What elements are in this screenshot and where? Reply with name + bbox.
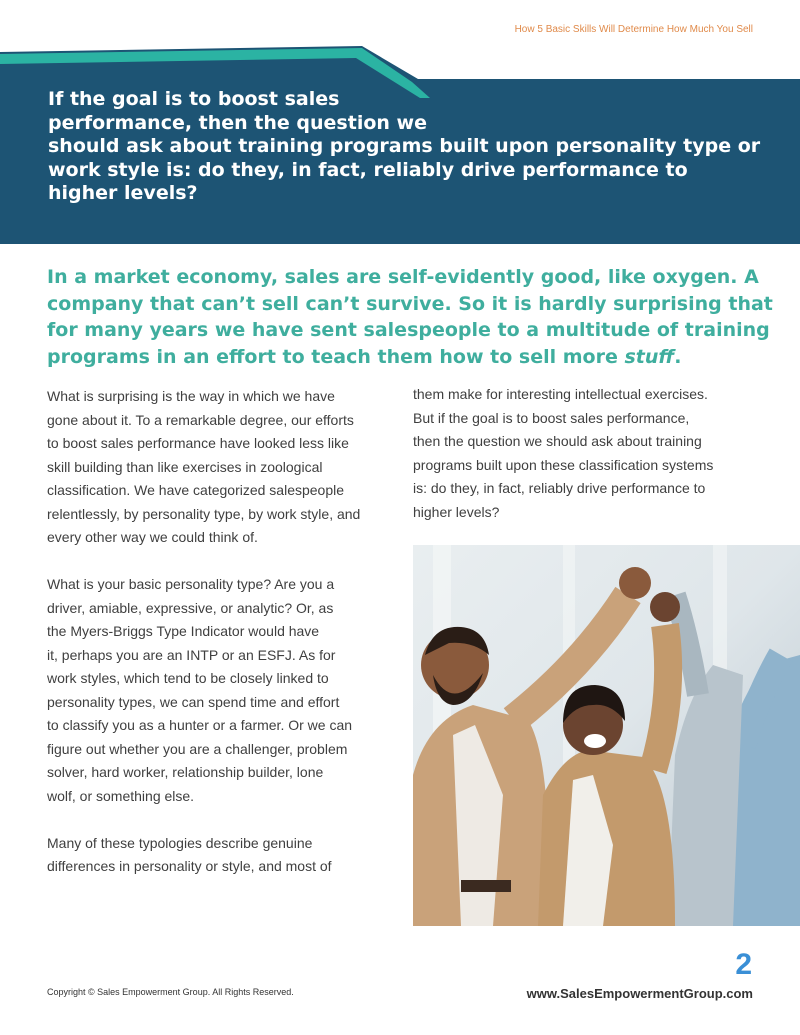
pullquote-line: should ask about training programs built upon personality type or: [48, 135, 761, 157]
photo-illustration: [413, 545, 800, 926]
team-high-five-photo: [413, 545, 800, 926]
body-line: gone about it. To a remarkable degree, our efforts: [47, 411, 354, 428]
body-line: What is surprising is the way in which we have: [47, 388, 335, 404]
body-line: solver, hard worker, relationship builder, lone: [47, 764, 324, 780]
website-url[interactable]: www.SalesEmpowermentGroup.com: [526, 986, 753, 1001]
body-line: differences in personality or style, and most of: [47, 858, 332, 874]
body-line: But if the goal is to boost sales performance,: [413, 409, 690, 426]
body-line: them make for interesting intellectual exercises.: [413, 386, 708, 402]
lead-line-suffix: .: [674, 345, 682, 368]
body-line: then the question we should ask about training: [413, 433, 702, 449]
body-line: programs built upon these classification systems: [413, 456, 714, 473]
body-line: it, perhaps you are an INTP or an ESFJ. As for: [47, 646, 336, 663]
body-line: work styles, which tend to be closely linked to: [47, 670, 329, 686]
lead-line: In a market economy, sales are self-evidently good, like oxygen. A: [47, 266, 759, 288]
pullquote-line: higher levels?: [48, 182, 198, 204]
body-line: relentlessly, by personality type, by work style, and: [47, 505, 361, 522]
body-line: personality types, we can spend time and effort: [47, 693, 340, 710]
body-line: to classify you as a hunter or a farmer. Or we can: [47, 717, 353, 733]
body-line: the Myers-Briggs Type Indicator would have: [47, 623, 320, 639]
running-header: How 5 Basic Skills Will Determine How Much You Sell: [514, 24, 753, 35]
body-column-right: [413, 383, 753, 524]
lead-line: company that can’t sell can’t survive. So it is hardly surprising that: [47, 292, 773, 315]
lead-emphasis: stuff: [624, 345, 675, 368]
body-line: figure out whether you are a challenger, problem: [47, 740, 348, 757]
pullquote-line: performance, then the question we: [48, 111, 427, 134]
paragraph-gap: [47, 550, 377, 574]
body-line: classification. We have categorized salespeople: [47, 482, 345, 498]
copyright-notice: Copyright © Sales Empowerment Group. All Rights Reserved.: [47, 987, 294, 997]
lead-line: for many years we have sent salespeople to a multitude of training: [47, 319, 770, 341]
paragraph-gap: [47, 808, 377, 832]
pullquote-line: work style is: do they, in fact, reliably drive performance to: [48, 158, 688, 181]
pullquote: [48, 88, 768, 206]
body-line: to boost sales performance have looked less like: [47, 435, 349, 451]
body-column-left: [47, 385, 377, 879]
lead-line-prefix: programs in an effort to teach them how to sell more: [47, 345, 625, 368]
lead-line: [47, 344, 767, 371]
body-line: Many of these typologies describe genuine: [47, 834, 313, 851]
body-line: every other way we could think of.: [47, 529, 258, 545]
body-line: is: do they, in fact, reliably drive performance to: [413, 480, 706, 496]
body-line: higher levels?: [413, 503, 500, 520]
lead-paragraph: [47, 264, 773, 370]
body-line: wolf, or something else.: [47, 787, 195, 804]
pullquote-line: If the goal is to boost sales: [48, 88, 340, 110]
body-line: What is your basic personality type? Are you a: [47, 576, 335, 592]
body-line: skill building than like exercises in zoological: [47, 458, 323, 475]
body-line: driver, amiable, expressive, or analytic? Or, as: [47, 599, 334, 616]
page-number: 2: [735, 948, 752, 981]
